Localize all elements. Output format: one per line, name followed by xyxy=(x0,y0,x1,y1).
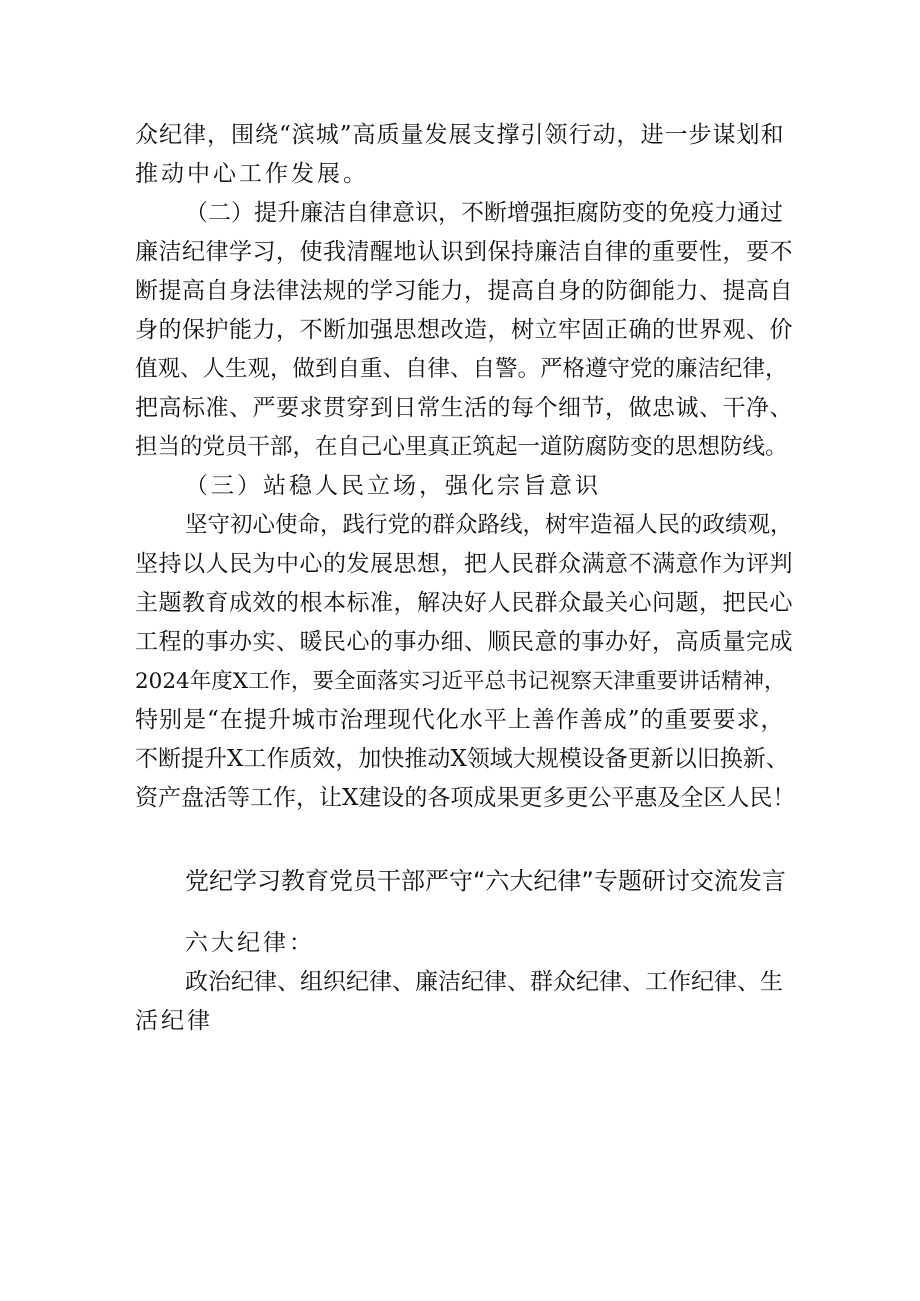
six-disciplines-label: 六大纪律： xyxy=(185,930,315,956)
paragraph-line: 担当的党员干部，在自己心里真正筑起一道防腐防变的思想防线。 xyxy=(135,434,788,460)
paragraph-line: 2024年度X工作，要全面落实习近平总书记视察天津重要讲话精神， xyxy=(135,669,786,694)
document-body xyxy=(135,116,795,1041)
spacer xyxy=(135,901,795,924)
paragraph-line: 坚持以人民为中心的发展思想，把人民群众满意不满意作为评判 xyxy=(135,551,793,577)
spacer xyxy=(135,818,795,861)
paragraph-line: 断提高自身法律法规的学习能力，提高自身的防御能力、提高自 xyxy=(135,278,793,304)
paragraph-line: 众纪律，围绕“滨城”高质量发展支撑引领行动，进一步谋划和 xyxy=(135,122,785,148)
paragraph-line: 主题教育成效的根本标准，解决好人民群众最关心问题，把民心 xyxy=(135,590,793,616)
paragraph-line: 廉洁纪律学习，使我清醒地认识到保持廉洁自律的重要性，要不 xyxy=(135,239,793,265)
paragraph-line: 推动中心工作发展。 xyxy=(135,161,369,187)
section-three-heading: （三）站稳人民立场，强化宗旨意识 xyxy=(185,473,601,499)
article-title: 党纪学习教育党员干部严守“六大纪律”专题研讨交流发言 xyxy=(185,867,786,895)
paragraph-line: 坚守初心使命，践行党的群众路线，树牢造福人民的政绩观， xyxy=(185,512,793,538)
paragraph-line: 把高标准、严要求贯穿到日常生活的每个细节，做忠诚、干净、 xyxy=(135,395,793,421)
section-two-heading-line: （二）提升廉洁自律意识，不断增强拒腐防变的免疫力通过 xyxy=(185,200,783,226)
paragraph-line: 不断提升X工作质效，加快推动X领域大规模设备更新以旧换新、 xyxy=(135,746,789,772)
paragraph-line: 工程的事办实、暖民心的事办细、顺民意的事办好，高质量完成 xyxy=(135,629,793,655)
paragraph-line: 身的保护能力，不断加强思想改造，树立牢固正确的世界观、价 xyxy=(135,317,793,343)
paragraph-line: 资产盘活等工作，让X建设的各项成果更多更公平惠及全区人民！ xyxy=(135,785,796,811)
six-disciplines-list-line: 活纪律 xyxy=(135,1008,213,1034)
paragraph-line: 特别是“在提升城市治理现代化水平上善作善成”的重要要求， xyxy=(135,707,785,733)
paragraph-line: 值观、人生观，做到自重、自律、自警。严格遵守党的廉洁纪律， xyxy=(135,356,788,382)
six-disciplines-list-line: 政治纪律、组织纪律、廉洁纪律、群众纪律、工作纪律、生 xyxy=(185,969,783,995)
